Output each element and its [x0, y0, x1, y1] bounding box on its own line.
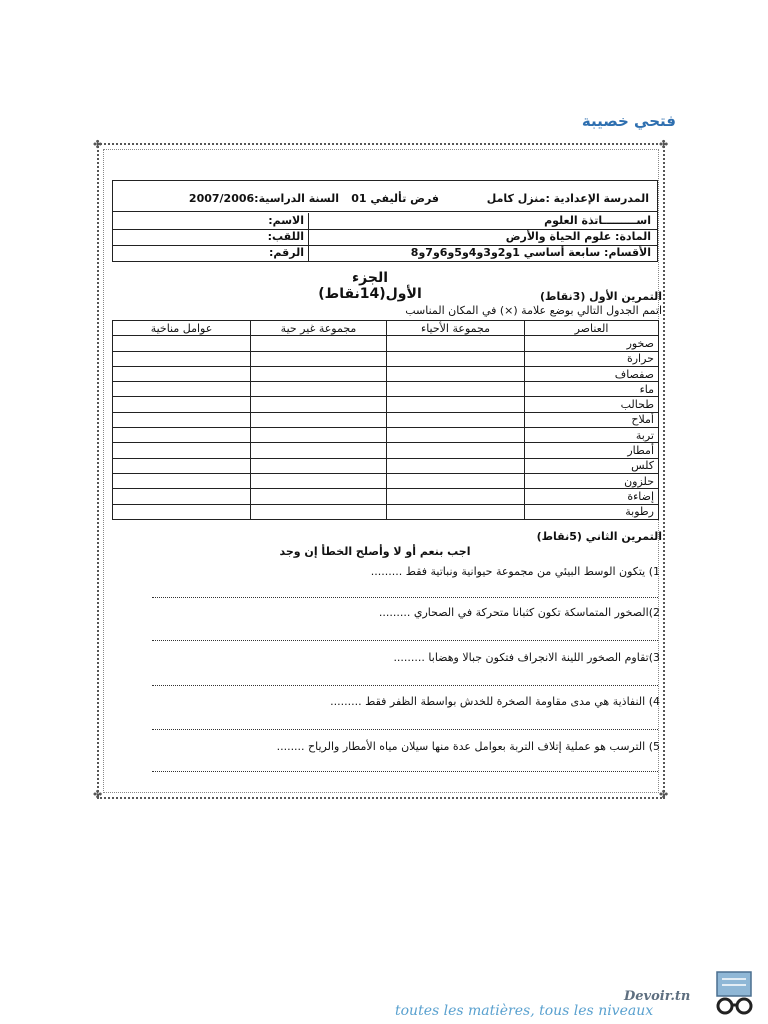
answer-cell[interactable]	[387, 443, 525, 458]
answer-cell[interactable]	[113, 443, 251, 458]
answer-cell[interactable]	[113, 412, 251, 427]
answer-cell[interactable]	[387, 489, 525, 504]
element-name: كلس	[525, 458, 659, 473]
answer-cell[interactable]	[113, 458, 251, 473]
answer-cell[interactable]	[251, 382, 387, 397]
element-name: ماء	[525, 382, 659, 397]
answer-cell[interactable]	[113, 489, 251, 504]
element-name: صفصاف	[525, 366, 659, 381]
test-name: فرض تأليفي 01	[351, 192, 439, 205]
exercise2-title: التمرين الثاني (5نقاط)	[536, 530, 662, 543]
table-row	[113, 397, 659, 412]
answer-cell[interactable]	[251, 336, 387, 351]
question-5: 5) الترسب هو عملية إتلاف التربة بعوامل عدة منها سيلان مياه الأمطار والرياح ........	[276, 740, 660, 753]
header-top-row	[113, 181, 657, 212]
number-label: الرقم:	[113, 245, 309, 261]
table-row	[113, 412, 659, 427]
elements-table	[112, 320, 659, 520]
answer-line[interactable]	[152, 597, 658, 598]
name-label: الاسم:	[113, 213, 309, 229]
answer-cell[interactable]	[251, 504, 387, 519]
answer-line[interactable]	[152, 640, 658, 641]
question-2: 2)الصخور المتماسكة تكون كثبانا متحركة في الصحاري .........	[378, 606, 660, 619]
question-4: 4) النفاذية هي مدى مقاومة الصخرة للخدش بواسطة الظفر فقط .........	[330, 695, 660, 708]
author-name: فتحي خصيبة	[581, 112, 676, 130]
corner-ornament: ✤	[93, 788, 103, 801]
answer-cell[interactable]	[113, 366, 251, 381]
teacher: اســـــــــاتذة العلوم	[544, 214, 651, 227]
element-name: أمطار	[525, 443, 659, 458]
header-elements: العناصر	[525, 321, 659, 336]
answer-cell[interactable]	[113, 397, 251, 412]
header-living: مجموعة الأحياء	[387, 321, 525, 336]
part1-title: الجزء الأول(14نقاط)	[318, 270, 422, 302]
exercise2-instruction: اجب بنعم أو لا وأصلح الخطأ إن وجد	[279, 545, 471, 558]
table-row	[113, 382, 659, 397]
question-3: 3)تقاوم الصخور اللينة الانجراف فتكون جبالا وهضابا .........	[393, 651, 660, 664]
answer-cell[interactable]	[387, 336, 525, 351]
footer-brand: Devoir.tn	[624, 989, 691, 1004]
element-name: حلزون	[525, 473, 659, 488]
answer-cell[interactable]	[113, 428, 251, 443]
answer-cell[interactable]	[251, 443, 387, 458]
table-row	[113, 366, 659, 381]
classes: الأقسام: سابعة أساسي 1و2و3و4و5و6و7و8	[410, 246, 651, 259]
corner-ornament: ✤	[659, 138, 669, 151]
footer-tagline: toutes les matières, tous les niveaux	[395, 1003, 654, 1019]
answer-cell[interactable]	[251, 351, 387, 366]
answer-cell[interactable]	[113, 382, 251, 397]
answer-cell[interactable]	[251, 366, 387, 381]
answer-cell[interactable]	[251, 428, 387, 443]
element-name: حرارة	[525, 351, 659, 366]
question-1: 1) يتكون الوسط البيئي من مجموعة حيوانية ونباتية فقط .........	[370, 565, 660, 578]
element-name: أملاح	[525, 412, 659, 427]
header-nonliving: مجموعة غير حية	[251, 321, 387, 336]
answer-line[interactable]	[152, 685, 658, 686]
answer-cell[interactable]	[387, 473, 525, 488]
answer-cell[interactable]	[113, 473, 251, 488]
answer-line[interactable]	[152, 729, 658, 730]
answer-cell[interactable]	[113, 336, 251, 351]
answer-cell[interactable]	[387, 366, 525, 381]
element-name: تربة	[525, 428, 659, 443]
answer-line[interactable]	[152, 771, 658, 772]
answer-cell[interactable]	[113, 351, 251, 366]
answer-cell[interactable]	[387, 504, 525, 519]
exercise1-instruction: اتمم الجدول التالي بوضع علامة (×) في المكان المناسب	[405, 304, 662, 317]
answer-cell[interactable]	[387, 412, 525, 427]
table-row	[113, 473, 659, 488]
answer-cell[interactable]	[251, 458, 387, 473]
table-header-row	[113, 321, 659, 336]
surname-label: اللقب:	[113, 229, 309, 245]
corner-ornament: ✤	[93, 138, 103, 151]
school-year: السنة الدراسية:2007/2006	[188, 192, 339, 205]
exercise1-title: التمرين الأول (3نقاط)	[540, 290, 662, 303]
element-name: طحالب	[525, 397, 659, 412]
answer-cell[interactable]	[387, 397, 525, 412]
table-row	[113, 489, 659, 504]
exam-header	[112, 180, 658, 262]
header-climatic: عوامل مناخية	[113, 321, 251, 336]
answer-cell[interactable]	[251, 489, 387, 504]
table-row	[113, 351, 659, 366]
answer-cell[interactable]	[387, 458, 525, 473]
element-name: رطوبة	[525, 504, 659, 519]
corner-ornament: ✤	[659, 788, 669, 801]
answer-cell[interactable]	[113, 504, 251, 519]
answer-cell[interactable]	[251, 397, 387, 412]
answer-cell[interactable]	[387, 428, 525, 443]
table-row	[113, 443, 659, 458]
school-name: المدرسة الإعدادية :منزل كامل	[486, 192, 649, 205]
table-row	[113, 504, 659, 519]
subject: المادة: علوم الحياة والأرض	[505, 230, 651, 243]
answer-cell[interactable]	[387, 382, 525, 397]
table-row	[113, 428, 659, 443]
element-name: صخور	[525, 336, 659, 351]
devoir-logo-icon	[713, 968, 757, 1018]
table-row	[113, 458, 659, 473]
table-row	[113, 336, 659, 351]
answer-cell[interactable]	[387, 351, 525, 366]
element-name: إضاءة	[525, 489, 659, 504]
answer-cell[interactable]	[251, 412, 387, 427]
answer-cell[interactable]	[251, 473, 387, 488]
